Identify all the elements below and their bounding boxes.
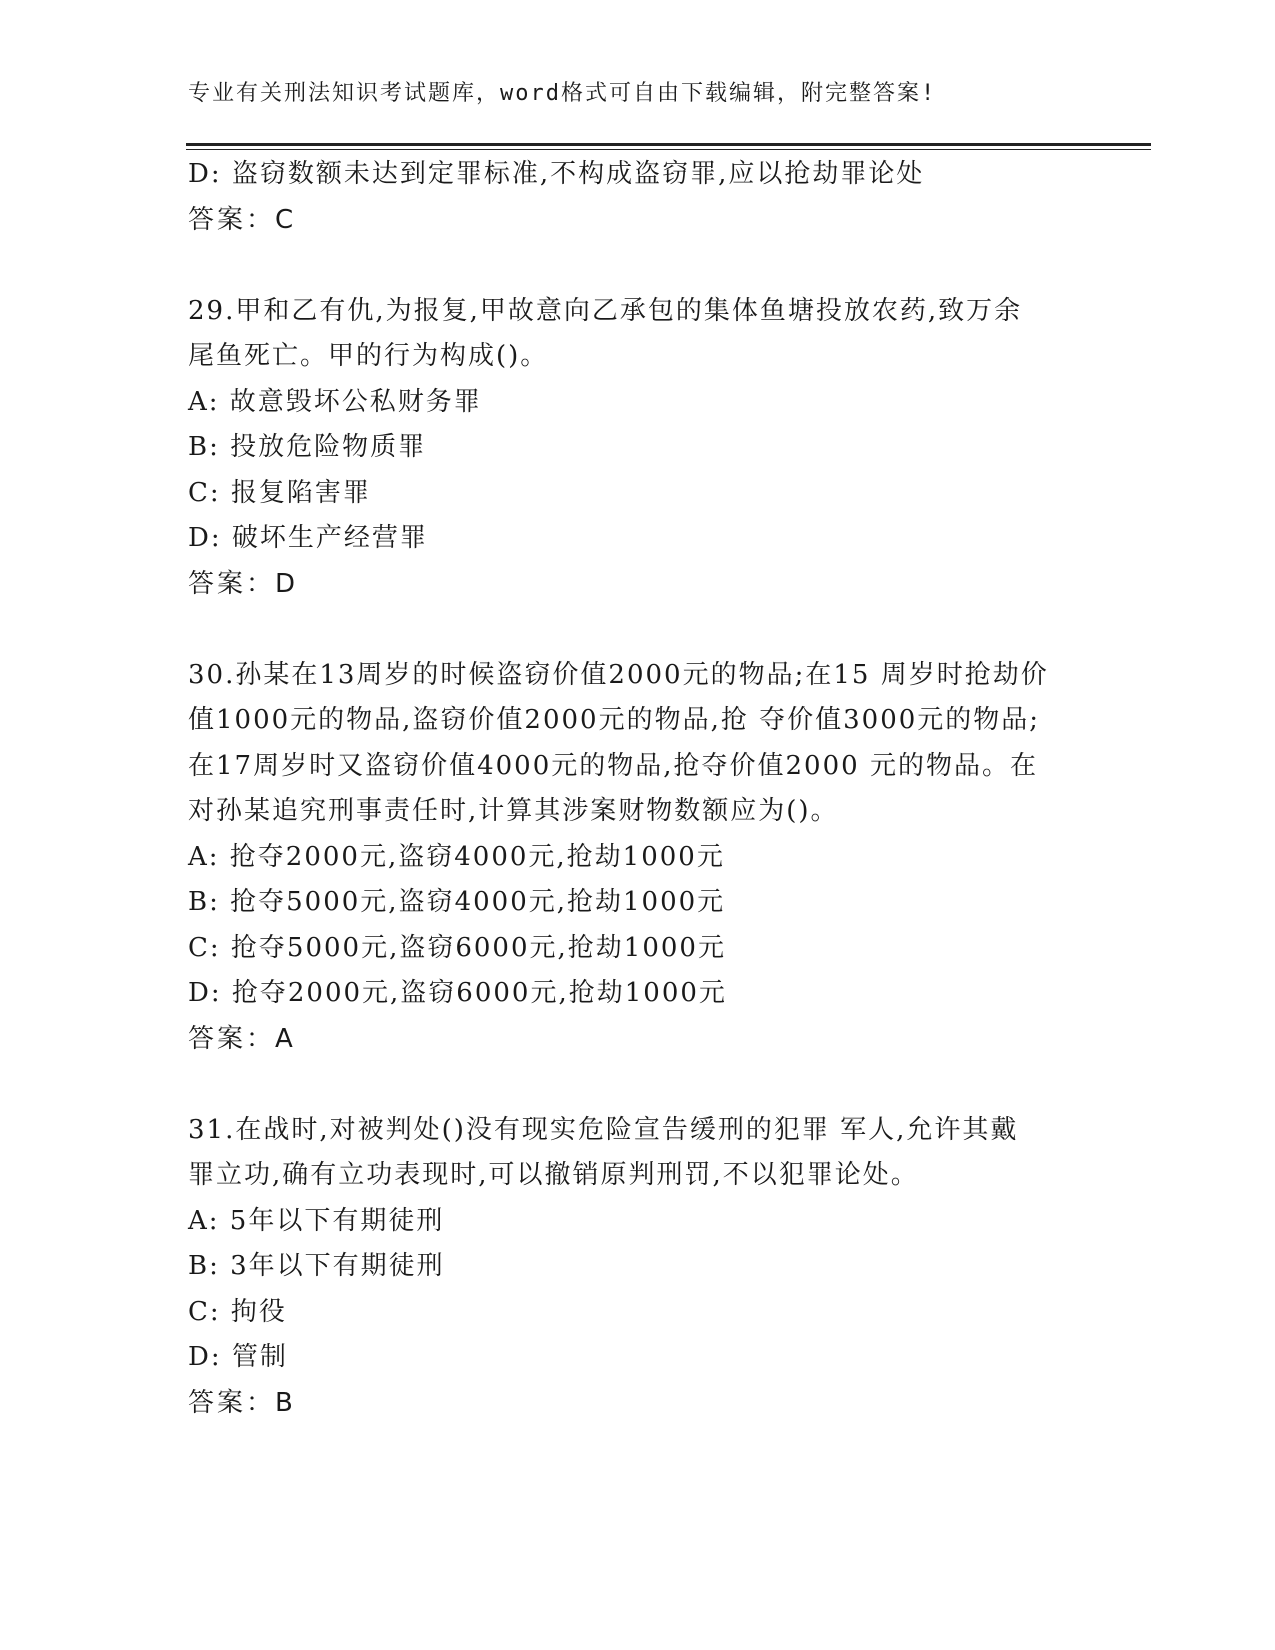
question-29: [188, 289, 1088, 608]
spacer: [188, 607, 1088, 653]
question-31: [188, 1108, 1088, 1427]
spacer: [188, 1062, 1088, 1108]
q31-option-d: D: 管制: [188, 1342, 288, 1372]
q29-option-d: D: 破坏生产经营罪: [188, 523, 428, 553]
q31-option-b: B: 3年以下有期徒刑: [188, 1251, 445, 1281]
q30-answer: 答案：A: [188, 1023, 296, 1054]
q31-option-a: A: 5年以下有期徒刑: [188, 1205, 445, 1236]
q29-stem-line: 尾鱼死亡。甲的行为构成()。: [188, 341, 549, 371]
question-30: [188, 653, 1088, 1063]
q31-stem-line: 31.在战时,对被判处()没有现实危险宣告缓刑的犯罪 军人,允许其戴: [188, 1114, 1019, 1145]
q30-option-d: D: 抢夺2000元,盗窃6000元,抢劫1000元: [188, 978, 727, 1008]
q29-stem-line: 29.甲和乙有仇,为报复,甲故意向乙承包的集体鱼塘投放农药,致万余: [188, 295, 1023, 326]
q29-option-a: A: 故意毁坏公私财务罪: [188, 386, 482, 417]
q31-stem-line: 罪立功,确有立功表现时,可以撤销原判刑罚,不以犯罪论处。: [188, 1160, 919, 1190]
page-header: 专业有关刑法知识考试题库，word格式可自由下载编辑，附完整答案!: [188, 81, 937, 106]
question-content: [188, 152, 1088, 1426]
q30-option-a: A: 抢夺2000元,盗窃4000元,抢劫1000元: [188, 841, 725, 872]
q28-answer: 答案：C: [188, 204, 297, 235]
header-rule-thin: [186, 149, 1151, 150]
q29-answer: 答案：D: [188, 568, 299, 599]
q30-option-b: B: 抢夺5000元,盗窃4000元,抢劫1000元: [188, 887, 726, 917]
header-rule-thick: [186, 143, 1151, 146]
q30-option-c: C: 抢夺5000元,盗窃6000元,抢劫1000元: [188, 932, 726, 963]
spacer: [188, 243, 1088, 289]
q30-stem-line: 在17周岁时又盗窃价值4000元的物品,抢夺价值2000 元的物品。在: [188, 750, 1038, 781]
q30-stem-line: 值1000元的物品,盗窃价值2000元的物品,抢 夺价值3000元的物品;: [188, 705, 1041, 735]
q31-answer: 答案：B: [188, 1387, 296, 1418]
q29-option-b: B: 投放危险物质罪: [188, 432, 427, 462]
q28-option-d: D: 盗窃数额未达到定罪标准,不构成盗窃罪,应以抢劫罪论处: [188, 159, 925, 189]
q29-option-c: C: 报复陷害罪: [188, 477, 371, 508]
q30-stem-line: 对孙某追究刑事责任时,计算其涉案财物数额应为()。: [188, 796, 839, 826]
q30-stem-line: 30.孙某在13周岁的时候盗窃价值2000元的物品;在15 周岁时抢劫价: [188, 659, 1049, 690]
q31-option-c: C: 拘役: [188, 1296, 287, 1327]
